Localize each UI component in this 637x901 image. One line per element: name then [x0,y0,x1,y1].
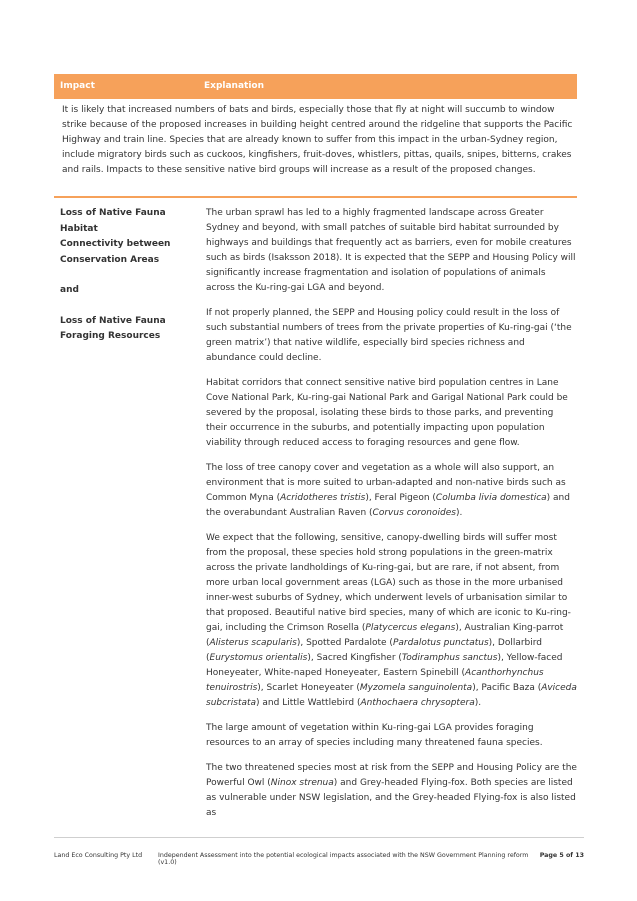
impact-column-header: Impact [60,81,95,91]
table-row [54,99,577,198]
impact-title-line: Conservation Areas [60,254,160,265]
table-header [54,74,577,99]
species-name: Columba livia domestica [435,493,547,503]
explanation-cell [198,206,577,831]
species-name: Aviceda subcristata [206,683,577,708]
species-name: Corvus coronoides [372,508,456,518]
impact-title-line: Loss of Native Fauna [60,315,166,326]
species-name: Alisterus scapularis [209,638,297,648]
species-name: Todiramphus sanctus [401,653,498,663]
impact-title-line: Foraging Resources [60,331,161,341]
species-name: Myzomela sanguinolenta [359,683,473,693]
footer-page-number: Page 5 of 13 [539,852,584,859]
paragraph: The two threatened species most at risk from the SEPP and Housing Policy are the Powerful Owl (Ninox strenua) and Grey-headed Flying-fox. Both species are listed as vulnerable under NSW legislation, and the Grey-headed Flying-fox is also listed as [206,763,577,818]
table-row [54,198,577,831]
species-name: Platycercus elegans [365,623,456,633]
paragraph: We expect that the following, sensitive, canopy-dwelling birds will suffer most from the proposal, these species hold strong populations in the green-matrix across the private landholdings of Ku-ring-gai, but are rare, if not absent, from more urban local government areas (LGA) such as those in the more urbanised inner-west suburbs of Sydney, which underwent levels of urbanisation similar to that proposed. Beautiful native bird species, many of which are iconic to Ku-ring-gai, including the Crimson Rosella (Platycercus elegans), Australian King-parrot (Alisterus scapularis), Spotted Pardalote (Pardalotus punctatus), Dollarbird (Eurystomus orientalis), Sacred Kingfisher (Todiramphus sanctus), Yellow-faced Honeyeater, White-naped Honeyeater, Eastern Spinebill (Acanthorhynchus tenuirostris), Scarlet Honeyeater (Myzomela sanguinolenta), Pacific Baza (Aviceda subcristata) and Little Wattlebird (Anthochaera chrysoptera). [206,533,577,708]
explanation-cell [0,99,577,196]
explanation-column-header: Explanation [204,81,265,91]
footer-company: Land Eco Consulting Pty Ltd [54,852,143,859]
species-name: Acridotheres tristis [280,493,366,503]
species-name: Acanthorhynchus tenuirostris [206,668,544,693]
species-name: Ninox strenua [270,778,334,788]
impact-title-line: Loss of Native Fauna Habitat [60,208,166,234]
footer-document-title: Independent Assessment into the potential ecological impacts associated with the NSW Government Planning reform (v1.0) [158,852,529,866]
paragraph: The urban sprawl has led to a highly fragmented landscape across Greater Sydney and beyond, with small patches of suitable bird habitat surrounded by highways and buildings that frequently act as barriers, even for mobile creatures such as birds (Isaksson 2018). It is expected that the SEPP and Housing Policy will significantly increase fragmentation and isolation of populations of animals across the Ku-ring-gai LGA and beyond. [206,208,576,293]
species-name: Anthochaera chrysoptera [360,698,475,708]
paragraph: The large amount of vegetation within Ku-ring-gai LGA provides foraging resources to an array of species including many threatened fauna species. [206,723,543,748]
impact-cell [54,206,198,831]
page-footer [54,837,584,866]
impact-and-connector: and [60,285,79,295]
species-name: Eurystomus orientalis [209,653,308,663]
paragraph: Habitat corridors that connect sensitive native bird population centres in Lane Cove National Park, Ku-ring-gai National Park and Garigal National Park could be severed by the proposal, isolating these birds to those parks, and preventing their occurrence in the suburbs, and potentially impacting upon population viability through reduced access to foraging resources and gene flow. [206,378,568,448]
paragraph: It is likely that increased numbers of bats and birds, especially those that fly at night will succumb to window strike because of the proposed increases in building height centred around the ridgeline that supports the Pacific Highway and train line. Species that are already known to suffer from this impact in the urban-Sydney region, include migratory birds such as cuckoos, kingfishers, fruit-doves, whistlers, pittas, quails, snipes, bitterns, crakes and rails. Impacts to these sensitive native bird groups will increase as a result of the proposed changes. [62,105,573,175]
paragraph: The loss of tree canopy cover and vegetation as a whole will also support, an environment that is more suited to urban-adapted and non-native birds such as Common Myna (Acridotheres tristis), Feral Pigeon (Columba livia domestica) and the overabundant Australian Raven (Corvus coronoides). [206,463,570,518]
impact-table [54,74,577,831]
impact-title-line: Connectivity between [60,239,171,249]
species-name: Pardalotus punctatus [392,638,489,648]
paragraph: If not properly planned, the SEPP and Housing policy could result in the loss of such substantial numbers of trees from the private properties of Ku-ring-gai (‘the green matrix’) that native wildlife, especially bird species richness and abundance could decline. [206,308,572,363]
